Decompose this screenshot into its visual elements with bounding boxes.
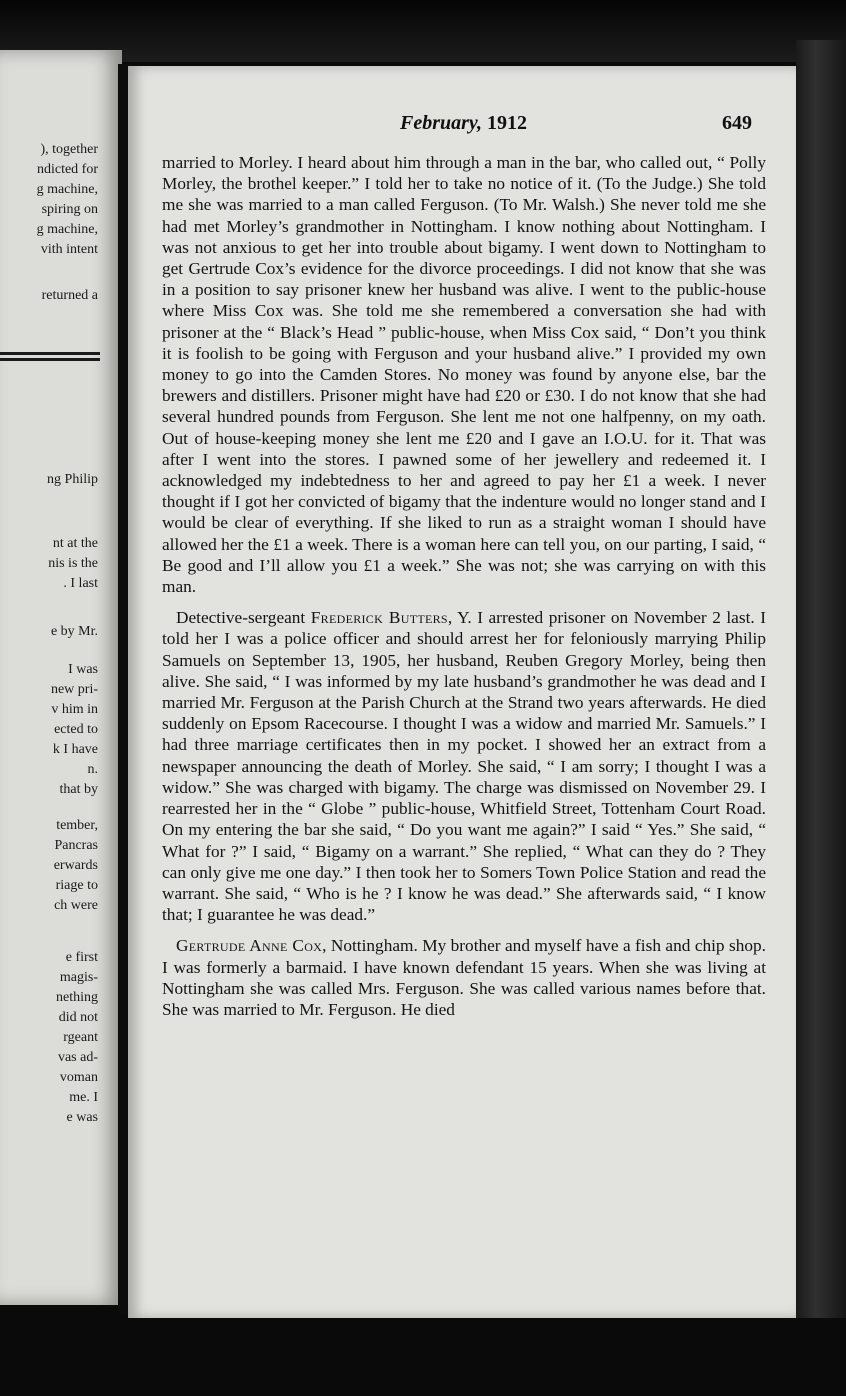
page-number: 649: [722, 112, 752, 134]
paragraph-2-text: , Y. I arrested prisoner on November 2 last. I told her I was a police officer and should arrest her for feloniously marrying Philip Samuels on September 13, 1905, her husband, Reuben Gregory Morley, being then alive. She said, “ I was informed by my late husband’s grandmother he was dead and I married Mr. Ferguson at the Parish Church at the Strand two years afterwards. He died suddenly on Epsom Racecourse. I thought I was a widow and married Mr. Samuels.” I had three marriage certificates then in my pocket. I showed her an extract from a newspaper announcing the death of Morley. She said, “ I am sorry; I thought I was a widow.” She was charged with bigamy. The charge was dismissed on November 29. I rearrested her in the “ Globe ” public-house, Whitfield Street, Tottenham Court Road. On my entering the bar she said, “ Do you want me again?” I said “ Yes.” She said, “ What for ?” I said, “ Bigamy on a warrant.” She replied, “ What can they do ? They can only give me one day.” I then took her to Somers Town Police Station and read the warrant. She said, “ Who is he ? I know he was dead.” She afterwards said, “ I know that; I guarantee he was dead.”: [162, 608, 766, 925]
paragraph-3-text: , Nottingham. My brother and myself have a fish and chip shop. I was formerly a barmaid. I have known defendant 15 years. When she was living at Nottingham she was called Mrs. Ferguson. She was called various names before that. She was married to Mr. Ferguson. He died: [162, 936, 766, 1019]
facing-page-line: g machine,: [36, 222, 98, 237]
facing-page-line: that by: [59, 782, 98, 797]
facing-page-line: new pri-: [50, 682, 98, 697]
facing-page-rule: [0, 358, 100, 361]
facing-page-line: v him in: [51, 702, 98, 717]
facing-page-line: rgeant: [63, 1030, 98, 1045]
facing-page-line: vas ad-: [57, 1050, 98, 1065]
facing-page-line: me. I: [69, 1090, 98, 1105]
paragraph-1: married to Morley. I heard about him through a man in the bar, who called out, “ Polly Morley, the brothel keeper.” I told her to take no notice of it. (To the Judge.) She told me she was married to a man called Ferguson. (To Mr. Walsh.) She never told me she had met Morley’s grandmother in Nottingham. I know nothing about Nottingham. I was not anxious to get her into trouble about bigamy. I went down to Nottingham to get Gertrude Cox’s evidence for the divorce proceedings. I did not know that she was in a position to say prisoner knew her husband was alive. I went to the public-house where Miss Cox was. She told me she remembered a conversation she had with prisoner at the “ Black’s Head ” public-house, when Miss Cox said, “ Don’t you think it is foolish to be going with Ferguson and your husband alive.” I provided my own money to go into the Camden Stores. No money was found by anyone else, bar the brewers and distillers. Prisoner might have had £20 or £30. I do not know that she had several hundred pounds from Ferguson. She lent me not one halfpenny, on my oath. Out of house-keeping money she lent me £20 and I gave an I.O.U. for it. That was after I went into the stores. I pawned some of her jewellery and redeemed it. I acknowledged my indebtedness to her and agreed to pay her £1 a week. I never thought if I got her convicted of bigamy that the indenture would no longer stand and I would be clear of everything. If she liked to run as a straight woman I should have allowed her the £1 a week. There is a woman here can tell you, on our parting, I said, “ Be good and I’ll allow you £1 a week.” She was not; she was carrying on with this man.: [162, 153, 766, 597]
paragraph-2-prefix: Detective-sergeant: [176, 608, 311, 628]
scan-right-border: [796, 40, 846, 1340]
facing-page-line: ndicted for: [36, 162, 98, 177]
facing-page-line: ng Philip: [47, 472, 98, 487]
facing-page-line: nething: [56, 990, 98, 1005]
running-head-month: February,: [400, 112, 483, 134]
facing-page-line: e by Mr.: [50, 624, 98, 639]
facing-page-line: g machine,: [36, 182, 98, 197]
facing-page-line: ), together: [40, 142, 98, 157]
facing-page: [0, 50, 122, 1305]
facing-page-line: riage to: [55, 878, 98, 893]
page-body: [162, 152, 766, 1020]
page-header: [160, 112, 760, 140]
facing-page-line: n.: [87, 762, 98, 777]
paragraph-2: [162, 607, 766, 925]
facing-page-line: tember,: [56, 818, 98, 833]
running-head: [400, 112, 527, 135]
facing-page-line: e first: [65, 950, 98, 965]
facing-page-line: nis is the: [48, 556, 98, 571]
witness-name-butters: Frederick Butters: [310, 608, 448, 628]
scan-bottom-border: [0, 1318, 846, 1396]
facing-page-line: ch were: [54, 898, 98, 913]
facing-page-line: magis-: [59, 970, 98, 985]
facing-page-line: voman: [59, 1070, 98, 1085]
facing-page-line: erwards: [53, 858, 98, 873]
facing-page-line: ected to: [54, 722, 98, 737]
facing-page-line: nt at the: [52, 536, 98, 551]
facing-page-line: did not: [58, 1010, 98, 1025]
facing-page-line: . I last: [63, 576, 98, 591]
running-head-year: 1912: [487, 112, 528, 134]
facing-page-line: e was: [66, 1110, 98, 1125]
facing-page-line: Pancras: [54, 838, 98, 853]
facing-page-line: k I have: [52, 742, 98, 757]
facing-page-line: spiring on: [41, 202, 98, 217]
scan-top-border: [0, 0, 846, 62]
facing-page-rule: [0, 352, 100, 355]
facing-page-line: returned a: [41, 288, 98, 303]
witness-name-cox: Gertrude Anne Cox: [176, 936, 323, 956]
facing-page-line: I was: [68, 662, 98, 677]
paragraph-3: [162, 935, 766, 1020]
facing-page-line: vith intent: [40, 242, 98, 257]
